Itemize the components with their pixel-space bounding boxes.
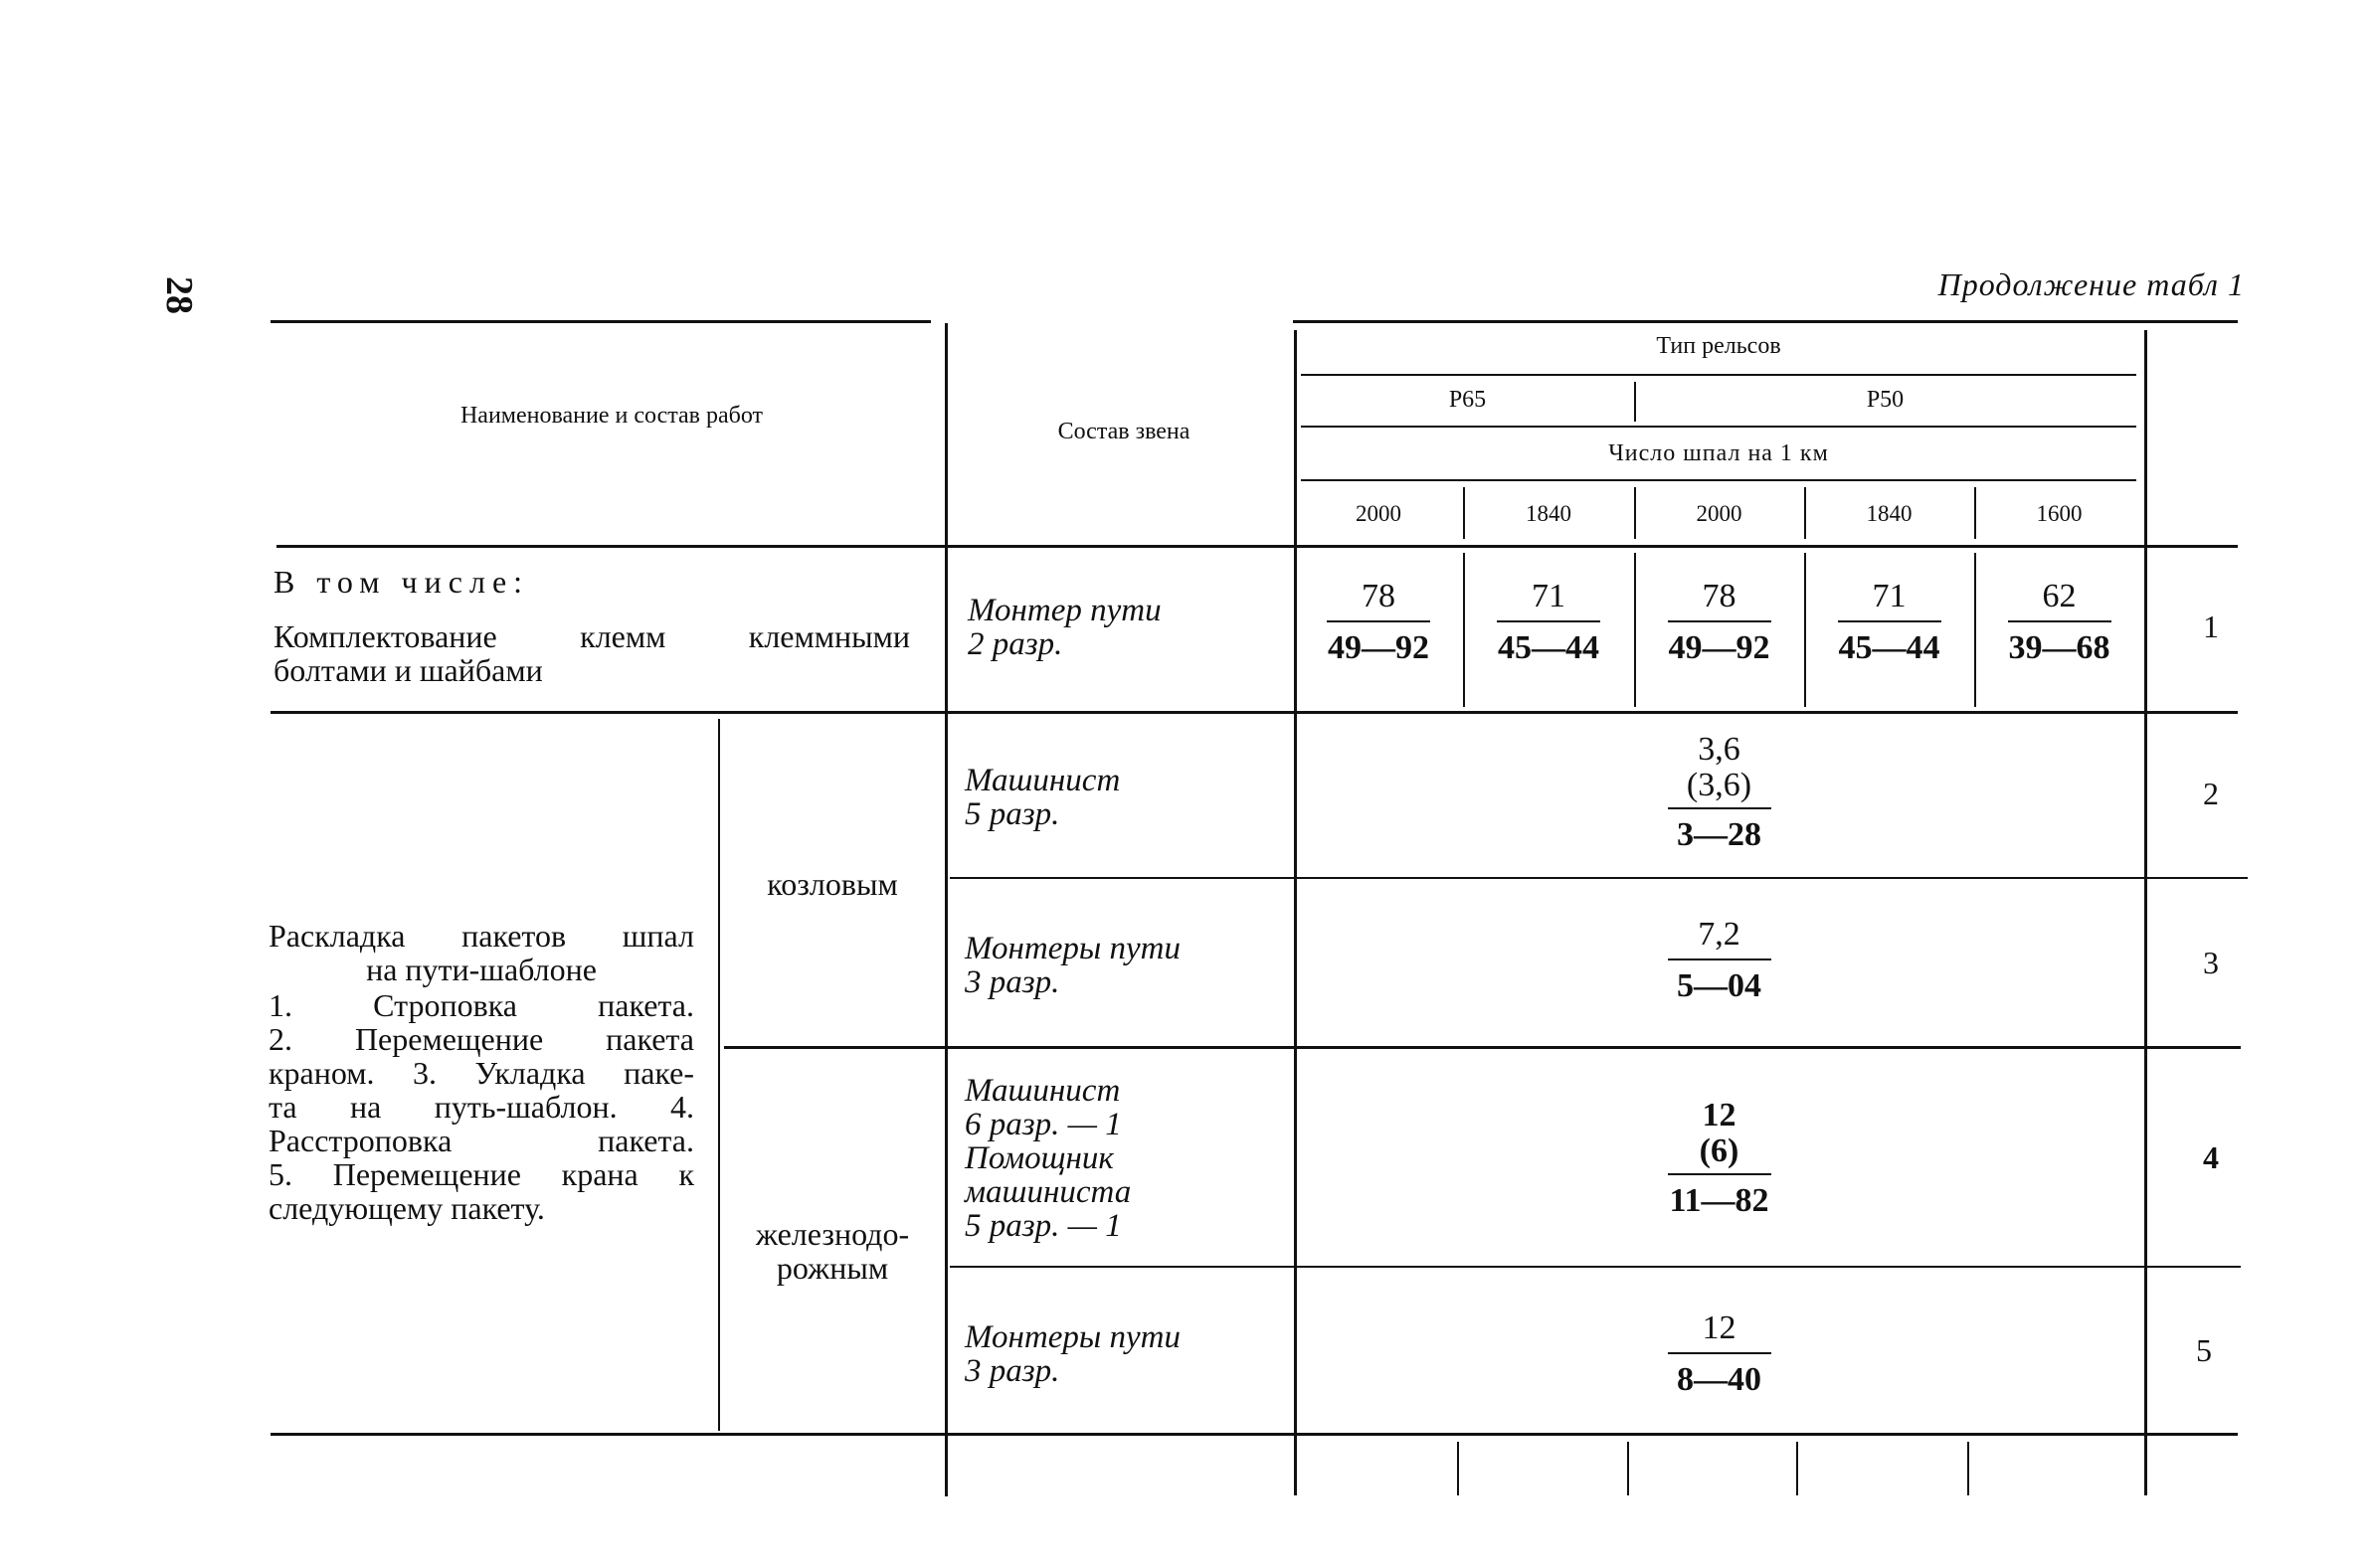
col-stub-1 [1457, 1442, 1459, 1495]
header-count-5: 1600 [2036, 501, 2083, 526]
row5-value-num: 12 [1702, 1309, 1736, 1346]
row1-value-1-den: 49—92 [1328, 629, 1429, 666]
group-title-line2: на пути-шаблоне [366, 952, 597, 987]
crane-railway-line2: рожным [776, 1250, 889, 1286]
row1-value-1-num: 78 [1362, 578, 1395, 614]
table-top-rule [271, 320, 931, 323]
row3-value [1294, 915, 2144, 1006]
row3-bottom-rule [724, 1046, 2241, 1049]
group-step-6: 5. Перемещение крана к [269, 1156, 694, 1192]
row4-team-line3: Помощник [965, 1140, 1114, 1176]
crane-gantry: козловым [767, 866, 898, 902]
row1-value-4 [1804, 577, 1974, 668]
header-count-2: 1840 [1526, 501, 1571, 526]
row4-team-line1: Машинист [965, 1073, 1121, 1109]
group-step-7: следующему пакету. [269, 1190, 545, 1226]
col-rule-values-right [2144, 330, 2147, 1495]
row1-value-2-num: 71 [1532, 578, 1565, 614]
header-team: Состав звена [1057, 419, 1190, 444]
row3-team-line1: Монтеры пути [965, 931, 1181, 966]
row2-team-line2: 5 разр. [965, 796, 1060, 832]
header-count-3: 2000 [1696, 501, 1742, 526]
row1-value-4-den: 45—44 [1838, 629, 1940, 666]
row2-value-den: 3—28 [1677, 816, 1761, 853]
fraction-bar [2008, 620, 2111, 622]
fraction-bar [1668, 958, 1771, 960]
header-sleepers: Число шпал на 1 км [1608, 440, 1829, 466]
row2-value [1294, 732, 2144, 855]
group-step-1: 1. Строповка пакета. [269, 987, 694, 1023]
row4-number: 4 [2203, 1139, 2219, 1175]
table-bottom-rule [271, 1433, 2238, 1436]
header-name-works: Наименование и состав работ [459, 403, 764, 429]
row4-value [1294, 1098, 2144, 1221]
row1-value-5 [1974, 577, 2144, 668]
fraction-bar [1668, 807, 1771, 809]
row1-value-2-den: 45—44 [1498, 629, 1599, 666]
fraction-bar [1668, 1352, 1771, 1354]
row1-name-line1: Комплектование клемм клеммными [274, 618, 910, 654]
row1-value-3-den: 49—92 [1668, 629, 1770, 666]
group-step-2: 2. Перемещение пакета [269, 1021, 694, 1057]
header-rule-type [1301, 426, 2136, 428]
fraction-bar [1838, 620, 1941, 622]
header-rule-sleepers [1301, 479, 2136, 481]
table-caption: Продолжение табл 1 [1937, 266, 2245, 302]
row5-team-line2: 3 разр. [965, 1353, 1060, 1389]
page-number: 28 [158, 276, 200, 314]
fraction-bar [1668, 1173, 1771, 1175]
row1-value-4-num: 71 [1872, 578, 1907, 614]
fraction-bar [1668, 620, 1771, 622]
header-bottom-rule [276, 545, 2238, 548]
header-count-1: 2000 [1356, 501, 1401, 526]
row4-team-line5: 5 разр. — 1 [965, 1208, 1122, 1244]
row1-value-3 [1634, 577, 1804, 668]
row1-bottom-rule [271, 711, 2238, 714]
group-step-4: та на путь-шаблон. 4. [269, 1089, 694, 1125]
row1-value-2 [1463, 577, 1634, 668]
row2-value-top: 3,6 [1698, 731, 1740, 768]
row2-bottom-rule [950, 877, 2248, 879]
row2-number: 2 [2203, 776, 2219, 811]
row1-team-line2: 2 разр. [968, 626, 1063, 662]
row1-team-line1: Монтер пути [968, 593, 1162, 628]
header-count-4: 1840 [1866, 501, 1913, 526]
group-step-3: краном. 3. Укладка паке- [269, 1055, 694, 1091]
row3-value-den: 5—04 [1677, 967, 1761, 1004]
fraction-bar [1327, 620, 1430, 622]
header-p65: Р65 [1448, 387, 1487, 413]
group-step-5: Расстроповка пакета. [269, 1123, 694, 1158]
row5-number: 5 [2196, 1332, 2212, 1368]
row4-bottom-rule [950, 1266, 2241, 1268]
col-stub-4 [1967, 1442, 1969, 1495]
row1-name-line2: болтами и шайбами [274, 652, 543, 688]
header-rail-type: Тип рельсов [1656, 333, 1781, 359]
row4-team-line2: 6 разр. — 1 [965, 1107, 1122, 1142]
row5-value [1294, 1308, 2144, 1400]
row1-value-1 [1294, 577, 1463, 668]
table-top-rule-right [1293, 320, 2238, 323]
header-p50: Р50 [1866, 387, 1905, 413]
crane-railway-line1: железнодо- [755, 1216, 910, 1252]
row3-team-line2: 3 разр. [965, 964, 1060, 1000]
row1-number: 1 [2203, 609, 2219, 644]
col-stub-3 [1796, 1442, 1798, 1495]
col-rule-crane [718, 719, 720, 1431]
row3-number: 3 [2203, 945, 2219, 980]
col-rule-team [945, 323, 948, 1496]
col-stub-2 [1627, 1442, 1629, 1495]
row5-value-den: 8—40 [1677, 1361, 1761, 1398]
row4-value-top: 12 [1702, 1097, 1736, 1133]
header-rule-rail [1301, 374, 2136, 376]
row5-team-line1: Монтеры пути [965, 1319, 1181, 1355]
row1-intro: В том числе: [274, 564, 530, 600]
row4-value-den: 11—82 [1669, 1182, 1769, 1219]
fraction-bar [1497, 620, 1600, 622]
row4-team-line4: машиниста [965, 1174, 1132, 1210]
row3-value-num: 7,2 [1698, 916, 1740, 953]
row1-value-3-num: 78 [1702, 578, 1736, 614]
group-title-line1: Раскладка пакетов шпал [269, 918, 694, 954]
row1-value-5-num: 62 [2042, 578, 2077, 614]
row2-value-num: (3,6) [1686, 767, 1752, 803]
row1-value-5-den: 39—68 [2008, 629, 2110, 666]
row2-team-line1: Машинист [965, 763, 1121, 798]
row4-value-num: (6) [1699, 1132, 1739, 1169]
